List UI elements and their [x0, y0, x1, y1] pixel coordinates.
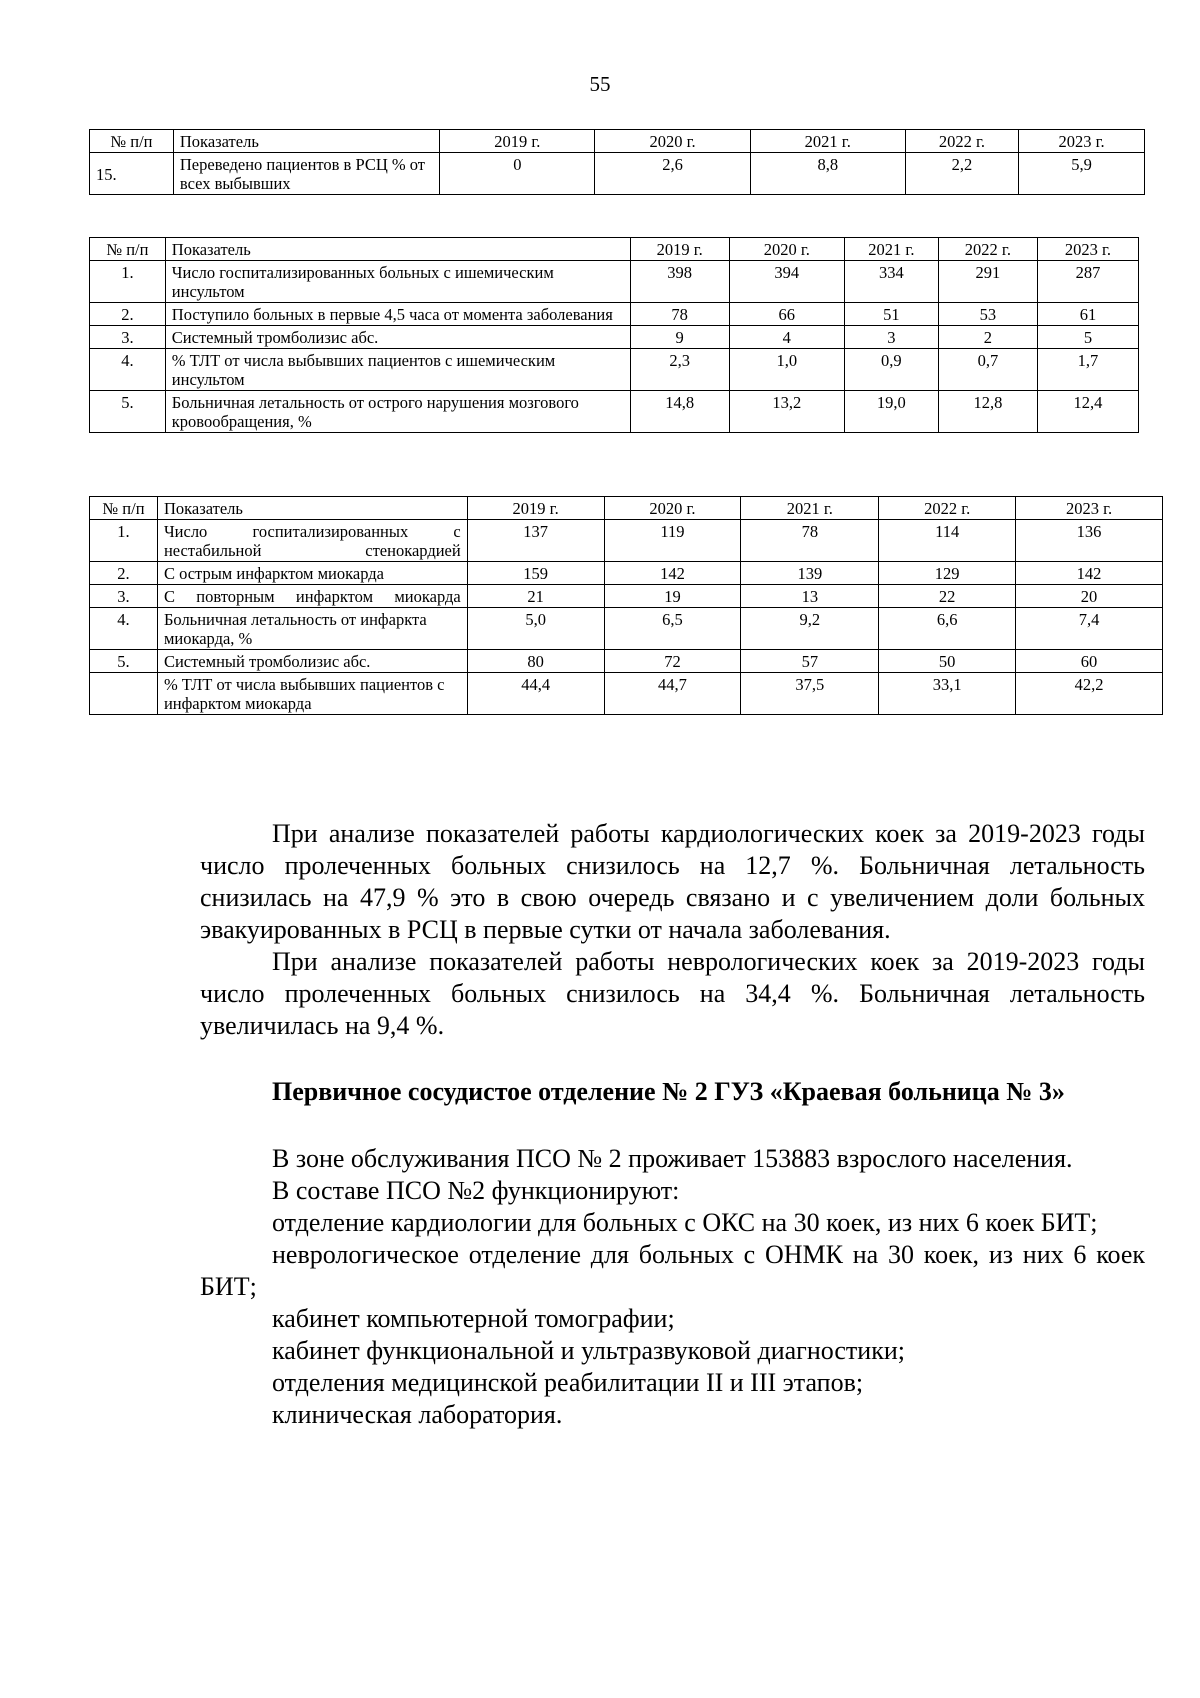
- row-value: 2: [938, 326, 1037, 349]
- row-num: 1.: [90, 261, 166, 303]
- row-value: 51: [844, 303, 938, 326]
- row-value: 137: [467, 520, 604, 562]
- row-value: 1,0: [729, 349, 844, 391]
- table-stroke: [89, 237, 1139, 433]
- row-value: 159: [467, 562, 604, 585]
- row-value: 14,8: [630, 391, 729, 433]
- section-heading: Первичное сосудистое отделение № 2 ГУЗ «Краевая больница № 3»: [272, 1077, 1065, 1106]
- row-value: 136: [1016, 520, 1163, 562]
- row-name: Системный тромболизис абс.: [165, 326, 630, 349]
- row-value: 2,3: [630, 349, 729, 391]
- row-num: 5.: [90, 650, 158, 673]
- row-value: 0,9: [844, 349, 938, 391]
- row-value: 287: [1037, 261, 1138, 303]
- row-name: Переведено пациентов в РСЦ % от всех выбывших: [173, 153, 439, 195]
- table-row: [90, 349, 1139, 391]
- row-value: 119: [604, 520, 741, 562]
- header-2023: 2023 г.: [1037, 238, 1138, 261]
- row-value: 9,2: [741, 608, 879, 650]
- table-header-row: [90, 497, 1163, 520]
- header-2019: 2019 г.: [467, 497, 604, 520]
- row-value: 19,0: [844, 391, 938, 433]
- row-value: 398: [630, 261, 729, 303]
- row-value: 4: [729, 326, 844, 349]
- row-name: С острым инфарктом миокарда: [157, 562, 467, 585]
- row-value: 13,2: [729, 391, 844, 433]
- row-value: 0,7: [938, 349, 1037, 391]
- row-num: 2.: [90, 562, 158, 585]
- row-value: 66: [729, 303, 844, 326]
- row-value: 142: [604, 562, 741, 585]
- row-value: 129: [879, 562, 1016, 585]
- row-value: 50: [879, 650, 1016, 673]
- table-row: [90, 326, 1139, 349]
- table-cardiology: [89, 496, 1163, 715]
- table-row: [90, 391, 1139, 433]
- row-value: 42,2: [1016, 673, 1163, 715]
- header-2020: 2020 г.: [729, 238, 844, 261]
- header-num: № п/п: [90, 497, 158, 520]
- row-value: 78: [741, 520, 879, 562]
- list-item: кабинет функциональной и ультразвуковой диагностики;: [272, 1336, 905, 1365]
- row-value: 334: [844, 261, 938, 303]
- row-value: 78: [630, 303, 729, 326]
- header-2020: 2020 г.: [595, 130, 750, 153]
- row-num: 15.: [90, 153, 174, 195]
- row-name: % ТЛТ от числа выбывших пациентов с инфарктом миокарда: [157, 673, 467, 715]
- row-value: 12,8: [938, 391, 1037, 433]
- table-row: [90, 585, 1163, 608]
- header-2022: 2022 г.: [905, 130, 1018, 153]
- header-2019: 2019 г.: [630, 238, 729, 261]
- table-header-row: [90, 130, 1145, 153]
- table-transfer-rsc: [89, 129, 1145, 195]
- list-item: отделения медицинской реабилитации II и III этапов;: [272, 1368, 864, 1397]
- row-value: 8,8: [750, 153, 905, 195]
- row-value: 44,4: [467, 673, 604, 715]
- row-num: 5.: [90, 391, 166, 433]
- row-num: 4.: [90, 349, 166, 391]
- row-name: С повторным инфарктом миокарда: [157, 585, 467, 608]
- list-item: отделение кардиологии для больных с ОКС на 30 коек, из них 6 коек БИТ;: [272, 1208, 1098, 1237]
- row-value: 0: [440, 153, 595, 195]
- row-value: 19: [604, 585, 741, 608]
- paragraph: При анализе показателей работы кардиологических коек за 2019-2023 годы число пролеченных больных снизилось на 12,7 %. Больничная летальность снизилась на 47,9 % это в свою очередь связано и с увеличением доли больных эвакуированных в РСЦ в первые сутки от начала заболевания.: [200, 819, 1145, 944]
- table-row: [90, 673, 1163, 715]
- row-value: 5: [1037, 326, 1138, 349]
- header-2021: 2021 г.: [741, 497, 879, 520]
- row-value: 3: [844, 326, 938, 349]
- table-row: [90, 303, 1139, 326]
- row-value: 80: [467, 650, 604, 673]
- row-num: 2.: [90, 303, 166, 326]
- pso-description: [200, 1143, 1145, 1431]
- row-value: 60: [1016, 650, 1163, 673]
- row-num: 1.: [90, 520, 158, 562]
- header-num: № п/п: [90, 238, 166, 261]
- header-2019: 2019 г.: [440, 130, 595, 153]
- row-value: 5,0: [467, 608, 604, 650]
- list-item: клиническая лаборатория.: [272, 1400, 563, 1429]
- row-value: 12,4: [1037, 391, 1138, 433]
- table-row: [90, 650, 1163, 673]
- row-value: 2,2: [905, 153, 1018, 195]
- row-value: 2,6: [595, 153, 750, 195]
- analysis-text: [200, 818, 1145, 1042]
- row-name: Системный тромболизис абс.: [157, 650, 467, 673]
- page-number: 55: [589, 72, 611, 96]
- row-value: 13: [741, 585, 879, 608]
- row-num: 3.: [90, 326, 166, 349]
- row-value: 33,1: [879, 673, 1016, 715]
- row-name: % ТЛТ от числа выбывших пациентов с ишемическим инсультом: [165, 349, 630, 391]
- paragraph: При анализе показателей работы неврологических коек за 2019-2023 годы число пролеченных больных снизилось на 34,4 %. Больничная летальность увеличилась на 9,4 %.: [200, 947, 1145, 1040]
- row-value: 37,5: [741, 673, 879, 715]
- row-num: 3.: [90, 585, 158, 608]
- row-value: 291: [938, 261, 1037, 303]
- header-2021: 2021 г.: [844, 238, 938, 261]
- row-value: 139: [741, 562, 879, 585]
- row-value: 114: [879, 520, 1016, 562]
- table-row: [90, 608, 1163, 650]
- row-value: 61: [1037, 303, 1138, 326]
- row-value: 53: [938, 303, 1037, 326]
- table-row: [90, 562, 1163, 585]
- row-value: 6,6: [879, 608, 1016, 650]
- row-num: [90, 673, 158, 715]
- row-value: 6,5: [604, 608, 741, 650]
- row-value: 9: [630, 326, 729, 349]
- row-value: 72: [604, 650, 741, 673]
- row-num: 4.: [90, 608, 158, 650]
- header-2023: 2023 г.: [1016, 497, 1163, 520]
- row-value: 5,9: [1019, 153, 1145, 195]
- row-name: Поступило больных в первые 4,5 часа от момента заболевания: [165, 303, 630, 326]
- row-name: Больничная летальность от инфаркта миокарда, %: [157, 608, 467, 650]
- row-value: 21: [467, 585, 604, 608]
- row-value: 22: [879, 585, 1016, 608]
- table-header-row: [90, 238, 1139, 261]
- row-value: 7,4: [1016, 608, 1163, 650]
- row-value: 57: [741, 650, 879, 673]
- header-2020: 2020 г.: [604, 497, 741, 520]
- row-value: 44,7: [604, 673, 741, 715]
- row-name: Больничная летальность от острого нарушения мозгового кровообращения, %: [165, 391, 630, 433]
- row-value: 394: [729, 261, 844, 303]
- row-value: 20: [1016, 585, 1163, 608]
- table-row: [90, 520, 1163, 562]
- header-indicator: Показатель: [157, 497, 467, 520]
- list-item: кабинет компьютерной томографии;: [272, 1304, 675, 1333]
- table-row: [90, 261, 1139, 303]
- row-value: 142: [1016, 562, 1163, 585]
- header-2021: 2021 г.: [750, 130, 905, 153]
- header-indicator: Показатель: [173, 130, 439, 153]
- row-name: Число госпитализированных больных с ишемическим инсультом: [165, 261, 630, 303]
- table-row: [90, 153, 1145, 195]
- paragraph: В составе ПСО №2 функционируют:: [272, 1176, 680, 1205]
- header-2023: 2023 г.: [1019, 130, 1145, 153]
- row-name: Число госпитализированных с нестабильной стенокардией: [157, 520, 467, 562]
- paragraph: В зоне обслуживания ПСО № 2 проживает 153883 взрослого населения.: [272, 1144, 1073, 1173]
- header-indicator: Показатель: [165, 238, 630, 261]
- header-2022: 2022 г.: [938, 238, 1037, 261]
- header-num: № п/п: [90, 130, 174, 153]
- row-value: 1,7: [1037, 349, 1138, 391]
- list-item: неврологическое отделение для больных с ОНМК на 30 коек, из них 6 коек БИТ;: [200, 1240, 1145, 1301]
- header-2022: 2022 г.: [879, 497, 1016, 520]
